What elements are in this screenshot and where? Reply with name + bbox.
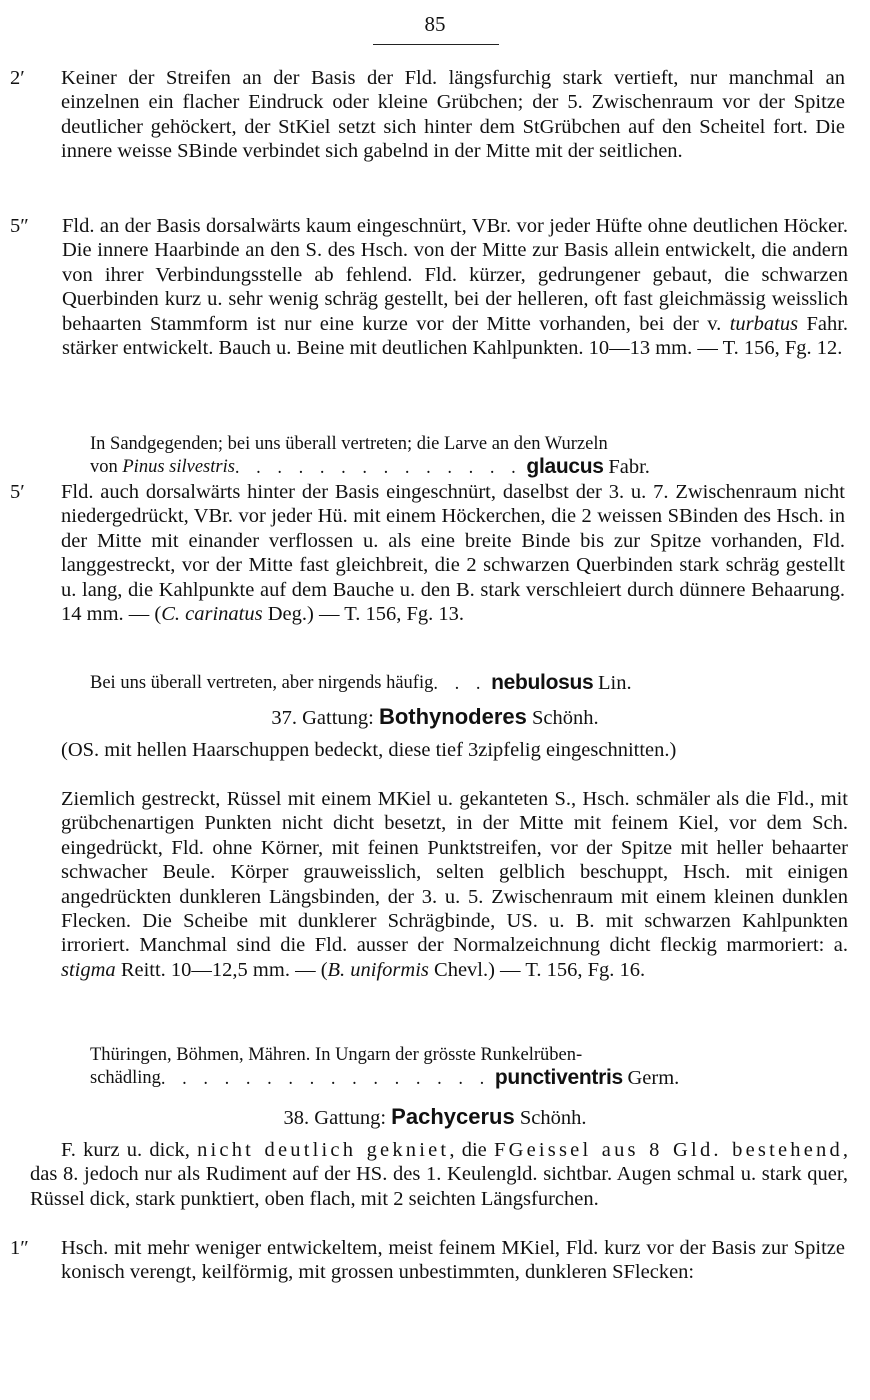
species-author: Germ. [627,1066,680,1089]
key-text-cont: Deg.) — T. 156, Fg. 13. [267,603,464,626]
genus-37-description [61,787,848,982]
key-number: 5″ [10,215,29,237]
header-rule [373,44,499,45]
genus-author: Schönh. [519,1107,587,1129]
genus-38-description [30,1138,848,1211]
note-line: In Sandgegenden; bei uns überall vertreten; die Larve an den Wurzeln [90,434,608,454]
key-text: Keiner der Streifen an der Basis der Fld. längsfurchig stark vertieft, nur manchmal an einzelnen ein flacher Eindruck oder kleine Grübchen; der 5. Zwischenraum vor der Spitze deutlicher gehöckert, der StKiel setzt sich hinter dem StGrübchen auf den Scheitel fort. Die innere weisse SBinde verbindet sich gabelnd in der Mitte mit der seitlichen. [61,67,845,163]
spaced-emphasis: FGeissel aus 8 Gld. bestehend [494,1139,843,1161]
description-text: Ziemlich gestreckt, Rüssel mit einem MKiel u. gekanteten S., Hsch. schmäler als die Fld., mit grübchenartigen Punkten nicht dicht besetzt, in der Mitte mit feinem Kiel, vor dem Sch. eingedrückt, Fld. ohne Körner, mit feinen Punktstreifen, vor der Spitze mit heller behaarter schwacher Beule. Körper grauweisslich, selten gelblich beschuppt, Hsch. mit einigen angedrückten dunkleren Längsbinden, der 3. u. 5. Zwischenraum mit einem kleinen dunklen Flecken. Die Scheibe mit dunklerer Schrägbinde, US. u. B. mit schwarzen Kahlpunkten irroriert. Manchmal sind die Fld. ausser der Normalzeichnung dicht fleckig marmoriert: a. [61,788,848,957]
note-text: schädling [90,1067,161,1088]
genus-name: Pachycerus [391,1104,515,1129]
spaced-emphasis: nicht deutlich gekniet [197,1139,450,1161]
key-number: 2′ [10,67,25,89]
key-text-cont: Fahr. stärker entwickelt. Bauch u. Beine mit deutlichen Kahlpunkten. 10—13 mm. — T. 156, Fg. 12. [62,312,849,360]
key-entry-1 [10,1236,845,1285]
species-line [90,456,848,480]
key-entry-2 [10,66,845,164]
key-entry-5a [10,480,845,626]
genus-heading-38 [0,1104,870,1130]
genus-37-intro: (OS. mit hellen Haarschuppen bedeckt, diese tief 3zipfelig eingeschnitten.) [61,739,677,761]
distribution-note-glaucus [90,433,848,479]
description-text: F. kurz u. dick, [61,1139,190,1161]
species-name: punctiventris [494,1065,623,1089]
species-line [90,672,848,696]
leader-dots: . . . . . . . . . . . . . . . . [160,1068,491,1089]
aberration-name: stigma [61,958,116,981]
description-text: , die [449,1139,487,1161]
note-line: Thüringen, Böhmen, Mähren. In Ungarn der grösste Runkelrüben- [90,1045,583,1065]
distribution-note-nebulosus [90,672,848,696]
species-line [90,1067,848,1091]
genus-name: Bothynoderes [378,704,527,729]
genus-label: Gattung: [314,1107,387,1129]
key-text: Hsch. mit mehr weniger entwickeltem, meist feinem MKiel, Fld. kurz vor der Basis zur Spitze konisch verengt, keilförmig, mit grossen unbestimmten, dunkleren SFlecken: [61,1237,845,1284]
description-text-end: Chevl.) — T. 156, Fg. 16. [434,958,646,981]
species-author: Lin. [598,672,632,694]
leader-dots: . . . [433,674,487,694]
genus-author: Schönh. [532,707,599,729]
key-entry-5b [10,214,849,360]
note-text: von [90,456,118,477]
genus-number: 37. [271,707,297,729]
genus-number: 38. [283,1107,310,1129]
variety-name: turbatus [729,312,799,335]
page-number: 85 [424,12,446,36]
genus-label: Gattung: [302,707,374,729]
description-text-cont: Reitt. 10—12,5 mm. — ( [120,958,328,981]
species-name: glaucus [526,454,604,478]
synonym-name: C. carinatus [161,603,263,626]
distribution-note-punctiventris [90,1044,848,1090]
key-text: Fld. auch dorsalwärts hinter der Basis eingeschnürt, daselbst der 3. u. 7. Zwischenraum nicht niedergedrückt, VBr. vor jeder Hü. mit einem Höckerchen, die 2 weissen SBinden des Hsch. in der Mitte mit einander verflossen u. als eine breite Binde bis zur Spitze vorhanden, Fld. langgestreckt, vor der Mitte fast gleichbreit, die 2 schwarzen Querbinden stark schräg gestellt u. lang, die Kahlpunkte auf dem Bauche u. den B. stark verschleiert durch dünnere Behaarung. 14 mm. — ( [61,481,845,626]
genus-heading-37 [0,704,870,730]
synonym-name: B. uniformis [327,958,429,981]
key-text: Fld. an der Basis dorsalwärts kaum eingeschnürt, VBr. vor jeder Hüfte ohne deutlichen Höcker. Die innere Haarbinde an den S. des Hsch. von der Mitte zur Basis allein entwickelt, die andern von ihrer Verbindungsstelle ab fehlend. Fld. kürzer, gedrungener gebaut, die schwarzen Querbinden kurz u. sehr wenig schräg gestellt, bei der helleren, oft fast gleichmässig weisslich behaarten Stammform ist nur eine kurze vor der Mitte vorhanden, bei der v. [62,215,848,335]
key-number: 5′ [10,481,25,503]
species-author: Fabr. [608,455,650,478]
host-plant-name: Pinus silvestris [122,456,235,477]
leader-dots: . . . . . . . . . . . . . . [234,457,522,478]
description-text: , das 8. jedoch nur als Rudiment auf der HS. des 1. Keulengld. sichtbar. Augen schmal u. stark quer, Rüssel dick, stark punktiert, oben flach, mit 2 seichten Längsfurchen. [30,1139,849,1210]
key-number: 1″ [10,1237,29,1259]
species-name: nebulosus [491,671,594,694]
note-text: Bei uns überall vertreten, aber nirgends häufig [90,673,434,693]
